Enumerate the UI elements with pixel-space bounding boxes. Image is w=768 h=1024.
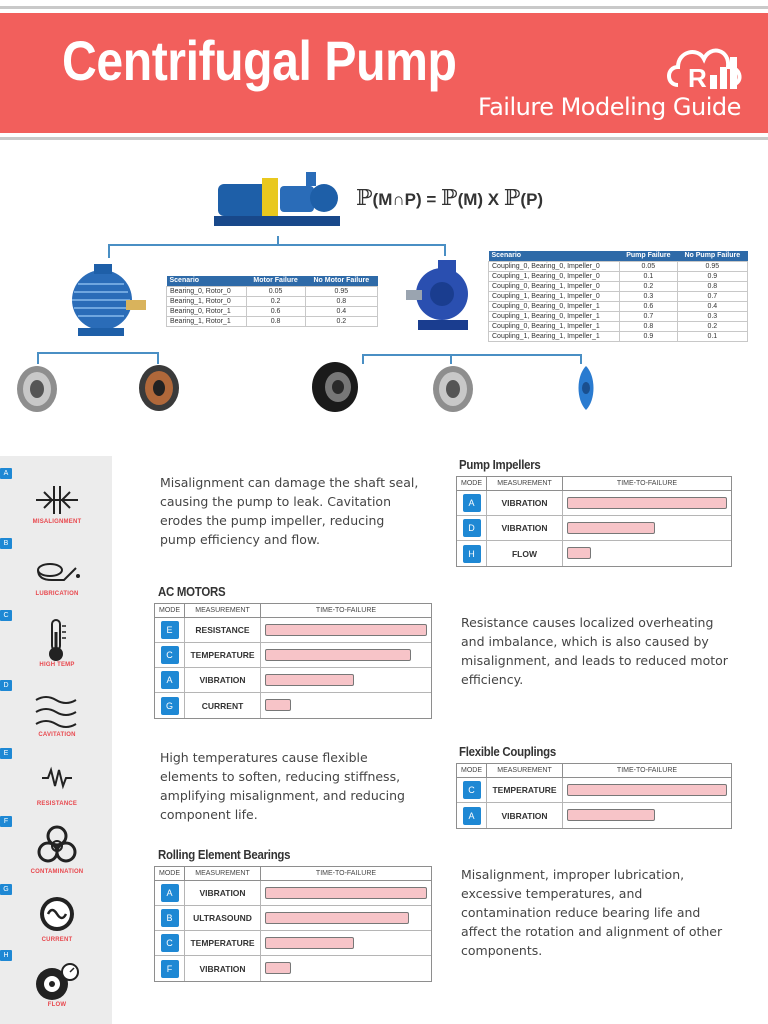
table-row <box>155 693 431 718</box>
mode-badge: G <box>161 697 179 715</box>
probability-formula: ℙ(M∩P) = ℙ(M) X ℙ(P) <box>356 186 544 211</box>
mode-badge: B <box>161 909 179 927</box>
mode-badge: A <box>463 807 481 825</box>
paragraph-impellers: Misalignment can damage the shaft seal, causing the pump to leak. Cavitation erodes the pump impeller, reducing pump efficiency and flow. <box>160 475 419 547</box>
mode-badge: E <box>161 621 179 639</box>
bearing-image <box>430 364 476 414</box>
table-header: MODE MEASUREMENT TIME-TO-FAILURE <box>155 867 431 881</box>
ttf-bar <box>567 522 655 534</box>
table-row: Bearing_1, Rotor_1 0.8 0.2 <box>167 316 378 326</box>
mode-badge: A <box>0 468 12 479</box>
table-row: Bearing_1, Rotor_0 0.2 0.8 <box>167 296 378 306</box>
table-row: Coupling_1, Bearing_0, Impeller_1 0.7 0.3 <box>489 311 748 321</box>
table-row: Coupling_1, Bearing_1, Impeller_1 0.9 0.1 <box>489 331 748 341</box>
ttf-bar <box>265 624 427 636</box>
connector-line <box>362 354 582 356</box>
top-divider <box>0 6 768 9</box>
measurement-label: TEMPERATURE <box>487 778 563 802</box>
table-row <box>155 956 431 981</box>
mode-badge: A <box>161 884 179 902</box>
header-divider <box>0 137 768 140</box>
mode-badge: E <box>0 748 12 759</box>
ttf-bar <box>567 809 655 821</box>
motor-probability-table: Scenario Motor Failure No Motor Failure Bearing_0, Rotor_0 0.05 0.95 Bearing_1, Rotor_0 0.2 0.8 Bearing_0, Rotor_1 0.6 0.4 Bearing_1, Rotor_1 0.8 0.2 <box>166 276 378 327</box>
page-title: Centrifugal Pump <box>62 29 457 92</box>
logo-letter: R <box>688 63 707 93</box>
ttf-bar <box>567 547 591 559</box>
measurement-label: ULTRASOUND <box>185 906 261 930</box>
mode-badge: D <box>463 519 481 537</box>
ac-motors-title: AC MOTORS <box>158 584 226 599</box>
table-row <box>457 803 731 828</box>
table-row <box>155 643 431 668</box>
flow-gauge-icon <box>30 960 84 1004</box>
mode-label: FLOW <box>47 1002 67 1008</box>
table-row: Coupling_0, Bearing_1, Impeller_0 0.2 0.8 <box>489 281 748 291</box>
measurement-label: VIBRATION <box>185 668 261 692</box>
thermometer-icon <box>30 618 84 662</box>
biohazard-icon <box>30 824 84 868</box>
connector-line <box>37 352 159 354</box>
mode-badge: C <box>161 646 179 664</box>
table-header: MODE MEASUREMENT TIME-TO-FAILURE <box>457 477 731 491</box>
ac-motors-table <box>154 603 432 719</box>
measurement-label: VIBRATION <box>487 516 563 540</box>
ttf-bar <box>265 699 291 711</box>
bearing-image <box>14 364 60 414</box>
ttf-bar <box>567 784 727 796</box>
mode-label: CAVITATION <box>38 732 76 738</box>
waves-icon <box>30 690 84 734</box>
table-row: Coupling_0, Bearing_0, Impeller_1 0.6 0.4 <box>489 301 748 311</box>
page-subtitle: Failure Modeling Guide <box>478 93 741 121</box>
header-banner <box>0 13 768 133</box>
connector-line <box>277 236 279 244</box>
table-row <box>457 516 731 541</box>
connector-line <box>37 352 39 364</box>
connector-line <box>444 244 446 256</box>
motor-image <box>64 260 154 342</box>
paragraph-motors: Resistance causes localized overheating and imbalance, which is also caused by misalignment, and leads to reduced motor efficiency. <box>461 615 728 687</box>
mode-badge: C <box>0 610 12 621</box>
mode-label: RESISTANCE <box>36 801 78 807</box>
mode-badge: F <box>0 816 12 827</box>
flexible-couplings-title: Flexible Couplings <box>459 744 556 759</box>
mode-badge: C <box>463 781 481 799</box>
table-row: Bearing_0, Rotor_0 0.05 0.95 <box>167 286 378 296</box>
mode-label: MISALIGNMENT <box>32 519 82 525</box>
measurement-label: FLOW <box>487 541 563 566</box>
mode-badge: D <box>0 680 12 691</box>
table-row: Coupling_0, Bearing_1, Impeller_1 0.8 0.2 <box>489 321 748 331</box>
mode-badge: H <box>0 950 12 961</box>
misalignment-icon <box>30 478 84 522</box>
measurement-label: RESISTANCE <box>185 618 261 642</box>
measurement-label: VIBRATION <box>487 491 563 515</box>
measurement-label: VIBRATION <box>487 803 563 828</box>
table-row <box>155 906 431 931</box>
flexible-couplings-table <box>456 763 732 829</box>
pump-impellers-title: Pump Impellers <box>459 457 541 472</box>
mode-badge: C <box>161 934 179 952</box>
paragraph-bearings: Misalignment, improper lubrication, excessive temperatures, and contamination reduce bearing life and affect the rotation and alignment of other components. <box>461 867 723 958</box>
table-header: MODE MEASUREMENT TIME-TO-FAILURE <box>457 764 731 778</box>
connector-line <box>580 354 582 364</box>
measurement-label: TEMPERATURE <box>185 643 261 667</box>
mode-badge: H <box>463 545 481 563</box>
impeller-image <box>574 364 598 412</box>
pump-image <box>402 256 482 338</box>
ttf-bar <box>265 962 291 974</box>
table-row <box>457 778 731 803</box>
mode-label: CURRENT <box>41 937 73 943</box>
connector-line <box>108 244 110 258</box>
logo-icon <box>664 37 750 97</box>
connector-line <box>362 354 364 364</box>
rolling-bearings-table <box>154 866 432 982</box>
mode-badge: F <box>161 960 179 978</box>
table-row <box>457 541 731 566</box>
table-row: Coupling_0, Bearing_0, Impeller_0 0.05 0.95 <box>489 261 748 271</box>
mode-badge: B <box>0 538 12 549</box>
measurement-label: CURRENT <box>185 693 261 718</box>
table-row <box>155 881 431 906</box>
pump-assembly-image <box>214 170 344 234</box>
paragraph-couplings: High temperatures cause flexible elements to soften, reducing stiffness, amplifying misalignment, and reducing component life. <box>160 750 405 822</box>
mode-label: HIGH TEMP <box>39 662 75 668</box>
table-row <box>155 931 431 956</box>
failure-mode-legend <box>0 456 112 1024</box>
ac-current-icon <box>30 892 84 936</box>
ttf-bar <box>567 497 727 509</box>
measurement-label: VIBRATION <box>185 881 261 905</box>
table-row <box>457 491 731 516</box>
pump-probability-table: Scenario Pump Failure No Pump Failure Coupling_0, Bearing_0, Impeller_0 0.05 0.95 Coupling_1, Bearing_0, Impeller_0 0.1 0.9 Coupling_0, Bearing_1, Impeller_0 0.2 0.8 Coupling_1, Bearing_1, Impeller_0 0.3 0.7 Coupling_0, Bearing_0, Impeller_1 0.6 0.4 Coupling_1, Bearing_0, Impeller_1 0.7 0.3 Coupling_0, Bearing_1, Impeller_1 0.8 0.2 Coupling_1, Bearing_1, Impeller_1 0.9 0.1 <box>488 251 748 342</box>
measurement-label: TEMPERATURE <box>185 931 261 955</box>
connector-line <box>108 244 446 246</box>
mode-label: LUBRICATION <box>35 591 79 597</box>
ttf-bar <box>265 674 354 686</box>
measurement-label: VIBRATION <box>185 956 261 981</box>
table-header: MODE MEASUREMENT TIME-TO-FAILURE <box>155 604 431 618</box>
mode-label: CONTAMINATION <box>30 869 84 875</box>
ttf-bar <box>265 912 409 924</box>
table-row <box>155 618 431 643</box>
table-row: Bearing_0, Rotor_1 0.6 0.4 <box>167 306 378 316</box>
ttf-bar <box>265 887 427 899</box>
table-row <box>155 668 431 693</box>
coupling-image <box>310 360 360 414</box>
pump-impellers-table <box>456 476 732 567</box>
connector-line <box>450 354 452 364</box>
ttf-bar <box>265 649 411 661</box>
table-row: Coupling_1, Bearing_1, Impeller_0 0.3 0.7 <box>489 291 748 301</box>
table-row: Coupling_1, Bearing_0, Impeller_0 0.1 0.9 <box>489 271 748 281</box>
rotor-image <box>136 362 182 414</box>
ttf-bar <box>265 937 354 949</box>
mode-badge: A <box>463 494 481 512</box>
mode-badge: G <box>0 884 12 895</box>
resistor-icon <box>30 756 84 800</box>
oil-can-icon <box>30 550 84 594</box>
rolling-bearings-title: Rolling Element Bearings <box>158 847 291 862</box>
mode-badge: A <box>161 671 179 689</box>
